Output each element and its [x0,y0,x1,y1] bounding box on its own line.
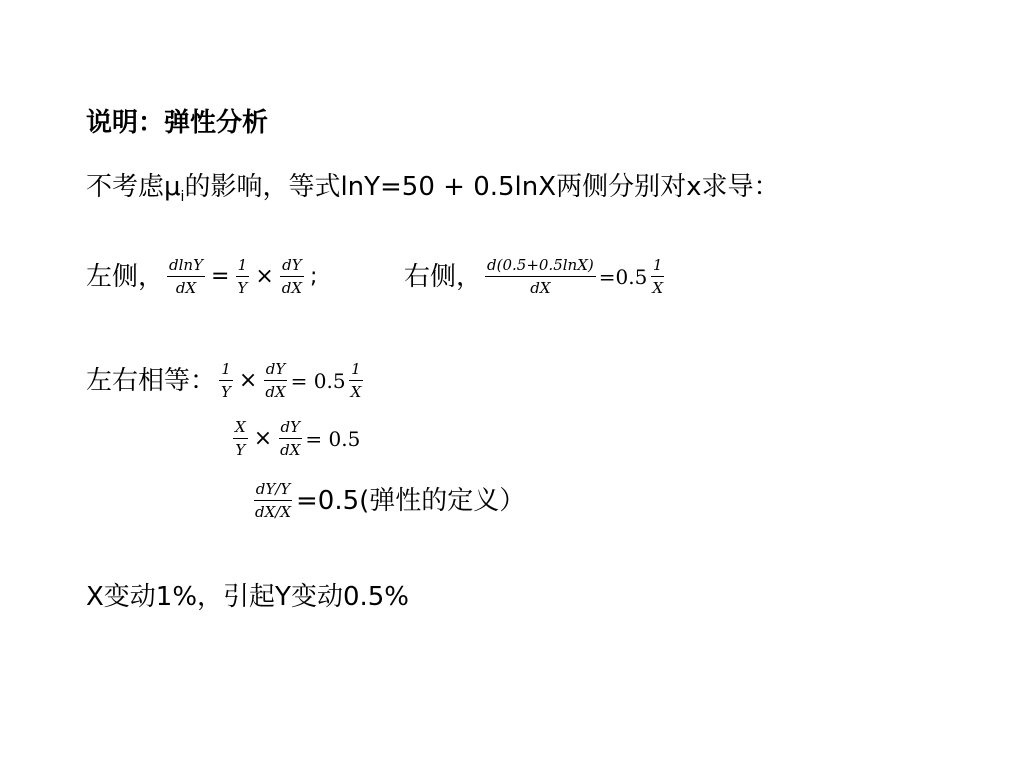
intro-subscript: i [180,189,185,206]
fraction-1-X [650,256,665,297]
fraction-1-Y [219,360,233,401]
fraction-numerator: dY [280,256,304,277]
left-side-label: 左侧， [86,261,165,292]
fraction-denominator: dX [530,279,551,297]
intro-line [86,174,779,204]
fraction-denominator: dX [175,279,197,297]
fraction-denominator: Y [221,383,231,401]
fraction-dY-dX [263,360,287,401]
fraction-numerator: dY/Y [254,480,292,501]
equality-line-1 [86,360,366,401]
times-sign: × [238,368,258,393]
fraction-numerator: d(0.5+0.5lnX) [485,256,596,277]
fraction-1-Y [235,256,249,297]
fraction-numerator: X [233,418,248,439]
fraction-numerator: dY [264,360,288,381]
fraction-numerator: 1 [219,360,233,381]
equality-label: 左右相等： [86,365,217,396]
right-side-label: 右侧， [404,261,483,292]
fraction-1-X [349,360,364,401]
fraction-numerator: 1 [651,256,665,277]
intro-text-part2: 的影响，等式lnY=50 + 0.5lnX两侧分别对x求导： [184,172,780,202]
semicolon: ; [310,264,318,289]
fraction-dY-dX [280,256,304,297]
fraction-dY-dX [278,418,302,459]
conclusion-text: X变动1%，引起Y变动0.5% [86,582,409,612]
equals-sign: = [210,264,230,289]
fraction-elasticity [253,480,293,521]
elasticity-definition-text: =0.5(弹性的定义） [296,485,526,516]
right-side-equation [404,256,668,297]
equals-value: =0.5 [598,264,648,289]
fraction-numerator: dY [279,418,303,439]
fraction-denominator: dX [265,383,286,401]
left-side-equation [86,256,320,297]
fraction-numerator: 1 [236,256,250,277]
fraction-denominator: X [652,279,664,297]
fraction-denominator: dX [281,279,303,297]
times-sign: × [253,426,273,451]
fraction-numerator: 1 [349,360,363,381]
fraction-denominator: dX/X [255,503,292,521]
fraction-denominator: X [350,383,362,401]
fraction-numerator: dlnY [167,256,205,277]
equals-value: = 0.5 [290,368,346,393]
fraction-d-expr-dX [485,256,596,297]
intro-text-part1: 不考虑μ [86,172,181,202]
fraction-dlnY-dX [167,256,205,297]
equality-line-3 [250,480,525,521]
fraction-X-Y [233,418,248,459]
page-title: 说明：弹性分析 [86,108,269,138]
equals-value: = 0.5 [305,426,361,451]
fraction-denominator: Y [237,279,248,297]
fraction-denominator: Y [235,441,246,459]
equality-line-2 [230,418,360,459]
fraction-denominator: dX [280,441,301,459]
times-sign: × [255,264,274,289]
